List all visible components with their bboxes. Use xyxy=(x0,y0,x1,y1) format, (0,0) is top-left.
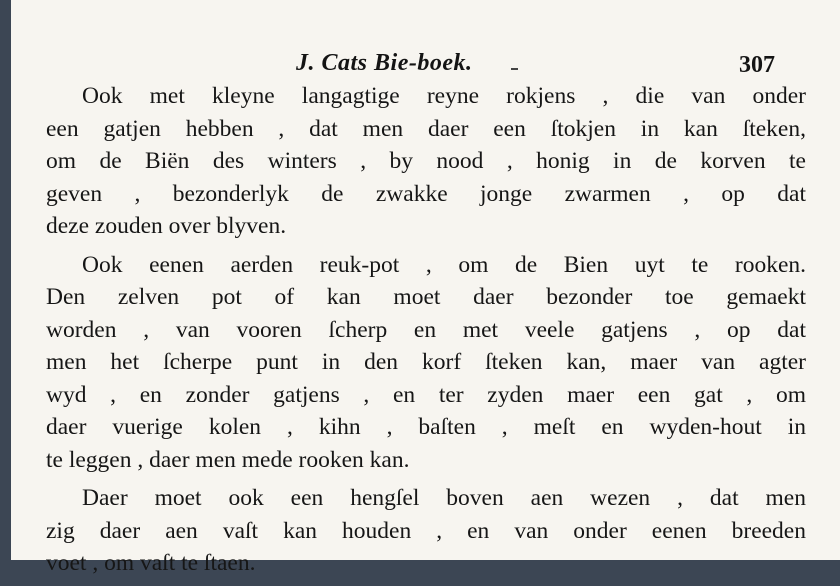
text-line: een gatjen hebben , dat men daer een ſtokjen in kan ſteken, xyxy=(46,115,806,142)
text-line: deze zouden over blyven. xyxy=(46,213,287,239)
paragraph-1 xyxy=(46,80,806,243)
page-number: 307 xyxy=(739,52,775,78)
text-line: Ook met kleyne langagtige reyne rokjens , die van onder xyxy=(82,83,806,109)
text-line: geven , bezonderlyk de zwakke jonge zwarmen , op dat xyxy=(46,180,806,207)
text-line: daer vuerige kolen , kihn , baſten , meſt en wyden-hout in xyxy=(46,414,806,440)
text-line: te leggen , daer men mede rooken kan. xyxy=(46,446,410,473)
ink-speck xyxy=(511,68,518,70)
text-line: zig daer aen vaſt kan houden , en van onder eenen breeden xyxy=(46,517,806,544)
text-line: om de Biën des winters , by nood , honig in de korven te xyxy=(46,148,806,174)
paragraph-3 xyxy=(46,482,806,580)
text-line: voet , om vaſt te ſtaen. xyxy=(46,550,256,576)
text-line: Ook eenen aerden reuk-pot , om de Bien uyt te rooken. xyxy=(82,251,806,278)
body-text xyxy=(46,80,806,586)
book-page xyxy=(11,0,840,576)
text-line: men het ſcherpe punt in den korf ſteken kan, maer van agter xyxy=(46,349,806,375)
text-line: Den zelven pot of kan moet daer bezonder toe gemaekt xyxy=(46,284,806,310)
paragraph-2 xyxy=(46,249,806,477)
text-line: wyd , en zonder gatjens , en ter zyden maer een gat , om xyxy=(46,381,806,408)
text-line: Daer moet ook een hengſel boven aen wezen , dat men xyxy=(82,485,806,511)
text-line: worden , van vooren ſcherp en met veele gatjens , op dat xyxy=(46,316,806,343)
running-head: J. Cats Bie-boek. xyxy=(296,50,473,76)
